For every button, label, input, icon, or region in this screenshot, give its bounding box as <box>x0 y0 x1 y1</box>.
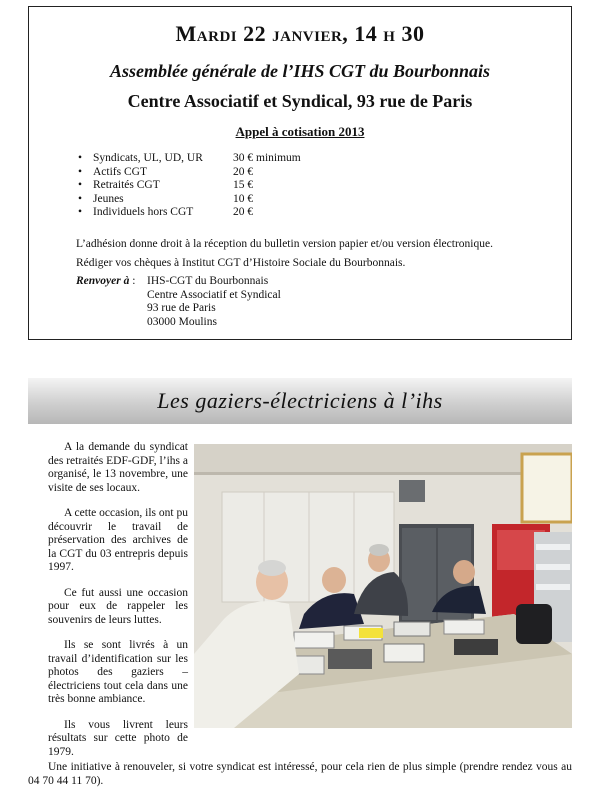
tarif-amount: 10 € <box>233 192 254 205</box>
article-footer: Une initiative à renouveler, si votre syndicat est intéressé, pour cela rien de plus simple (prendre rendez vous au 04 70 44 11 70). <box>28 761 572 787</box>
article-paragraph: Ils se sont livrés à un travail d’identification sur les photos des gaziers – électriciens tout cela dans une très bonne ambiance. <box>48 639 188 705</box>
cheques-text: Rédiger vos chèques à Institut CGT d’Histoire Sociale du Bourbonnais. <box>76 257 406 269</box>
article-body <box>48 441 188 771</box>
tarif-amount: 15 € <box>233 179 254 191</box>
article-paragraph: A cette occasion, ils ont pu découvrir le travail de préservation des archives de la CGT du 03 entrepris depuis 1997. <box>48 507 188 573</box>
address-line: 03000 Moulins <box>147 315 217 328</box>
address-line: 93 rue de Paris <box>147 302 216 314</box>
renvoyer-separator: : <box>129 275 136 287</box>
return-address <box>147 275 281 329</box>
article-paragraph: Ce fut aussi une occasion pour eux de rappeler les souvenirs de leurs luttes. <box>48 586 188 626</box>
meeting-place: Centre Associatif et Syndical, 93 rue de Paris <box>127 91 473 111</box>
tarif-item <box>76 193 301 207</box>
meeting-subtitle: Assemblée générale de l’IHS CGT du Bourbonnais <box>109 61 491 81</box>
tarif-amount: 20 € <box>233 165 254 178</box>
address-line: Centre Associatif et Syndical <box>147 288 281 301</box>
tarif-item <box>76 152 301 166</box>
tarif-category: Retraités CGT <box>93 179 160 191</box>
tarif-category: Syndicats, UL, UD, UR <box>93 152 203 164</box>
renvoyer-label-line <box>76 275 135 289</box>
tarif-category: Individuels hors CGT <box>93 206 194 218</box>
meeting-date: Mardi 22 janvier, 14 h 30 <box>175 21 425 46</box>
renvoyer-label: Renvoyer à <box>76 275 130 287</box>
article-paragraph: Ils vous livrent leurs résultats sur cette photo de 1979. <box>48 718 188 758</box>
tarif-item <box>76 166 301 180</box>
meeting-announcement-box <box>28 6 572 340</box>
adhesion-text: L’adhésion donne droit à la réception du bulletin version papier et/ou version électronique. <box>76 238 493 250</box>
tarif-item <box>76 206 301 220</box>
address-line: IHS-CGT du Bourbonnais <box>147 275 269 287</box>
article-title: Les gaziers-électriciens à l’ihs <box>157 388 443 413</box>
appel-cotisation-heading: Appel à cotisation 2013 <box>235 124 365 139</box>
tarif-category: Actifs CGT <box>93 165 147 178</box>
tarif-amount: 30 € minimum <box>233 152 301 164</box>
tarifs-list <box>76 152 301 220</box>
article-banner <box>28 378 572 424</box>
article-paragraph: A la demande du syndicat des retraités EDF-GDF, l’ihs a organisé, le 13 novembre, une visite de ses locaux. <box>48 441 188 494</box>
tarif-item <box>76 179 301 193</box>
tarif-amount: 20 € <box>233 206 254 218</box>
archive-visit-photo <box>194 444 572 728</box>
tarif-category: Jeunes <box>93 192 124 205</box>
